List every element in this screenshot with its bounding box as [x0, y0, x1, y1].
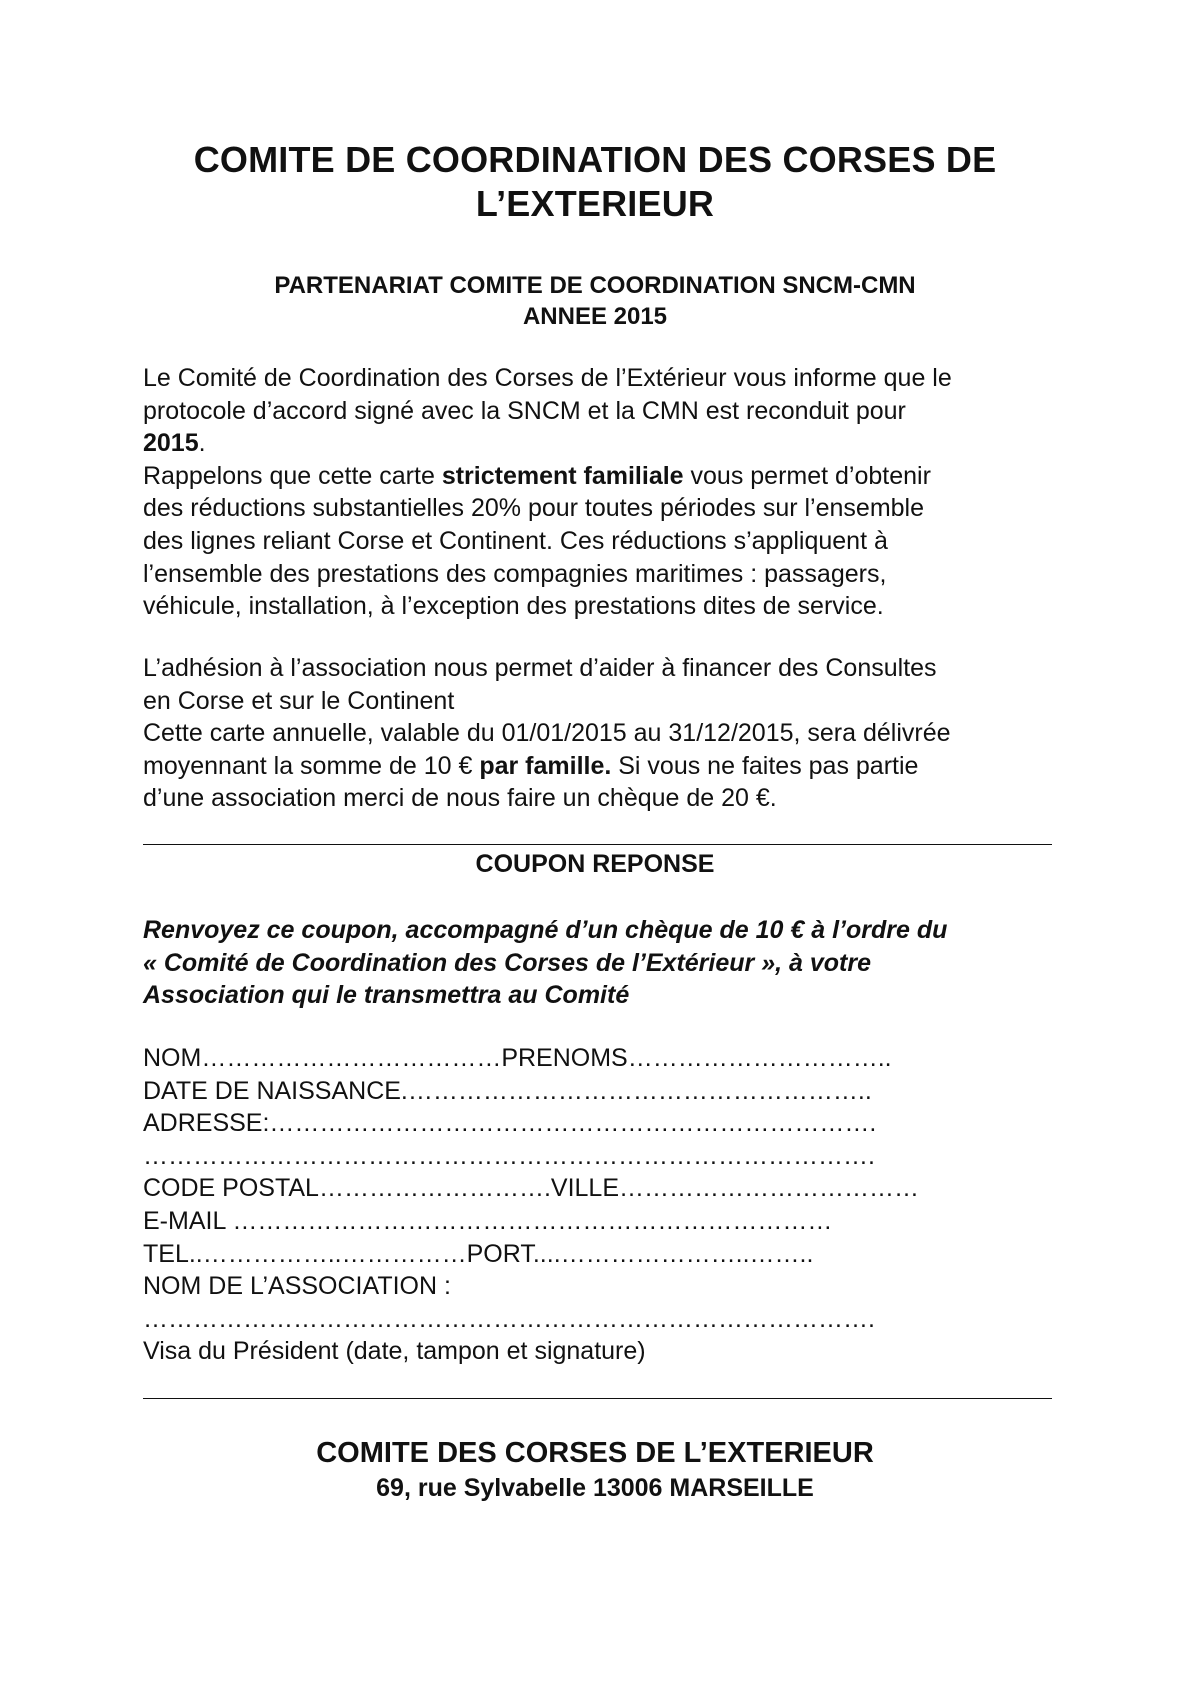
footer: [0, 1434, 1190, 1504]
coupon-instructions: [143, 914, 1063, 1012]
membership-line: Cette carte annuelle, valable du 01/01/2015 au 31/12/2015, sera délivrée: [143, 719, 951, 748]
code-postal-ville-field: CODE POSTAL……………………….VILLE………………………………: [143, 1174, 920, 1203]
family-emphasis: strictement familiale: [441, 461, 684, 490]
instructions-line: Association qui le transmettra au Comité: [143, 981, 630, 1010]
membership-line: en Corse et sur le Continent: [143, 686, 455, 715]
intro-period: .: [198, 429, 206, 458]
coupon-cut-line-top: [143, 844, 1052, 845]
intro-line: des lignes reliant Corse et Continent. Ces réductions s’appliquent à: [143, 526, 888, 555]
date-naissance-field: DATE DE NAISSANCE.………………………………………………..: [143, 1076, 872, 1105]
intro-line: Le Comité de Coordination des Corses de l’Extérieur vous informe que le: [143, 364, 952, 392]
document-title: [0, 138, 1190, 226]
intro-text: vous permet d’obtenir: [683, 461, 931, 490]
footer-organization-name: COMITE DES CORSES DE L’EXTERIEUR: [316, 1437, 874, 1469]
membership-text: Si vous ne faites pas partie: [611, 751, 919, 780]
membership-line: [143, 750, 1063, 783]
subtitle-line-1: PARTENARIAT COMITE DE COORDINATION SNCM-CMN: [274, 272, 916, 299]
title-line-1: COMITE DE COORDINATION DES CORSES DE: [193, 139, 997, 180]
nom-prenoms-field: NOM………………………………PRENOMS…………………………..: [143, 1044, 892, 1072]
nom-association-field: …………………………………………………………………………….: [143, 1304, 875, 1333]
coupon-cut-line-bottom: [143, 1398, 1052, 1399]
footer-address: 69, rue Sylvabelle 13006 MARSEILLE: [376, 1474, 814, 1502]
intro-line: [143, 427, 1063, 460]
adresse-field: ADRESSE:……………………………………………………………….: [143, 1109, 877, 1138]
intro-line: véhicule, installation, à l’exception des prestations dites de service.: [143, 592, 884, 621]
visa-president-label: Visa du Président (date, tampon et signature): [143, 1337, 646, 1366]
intro-line: des réductions substantielles 20% pour toutes périodes sur l’ensemble: [143, 494, 925, 523]
adresse-continued-field: …………………………………………………………………………….: [143, 1141, 875, 1170]
intro-text: Rappelons que cette carte: [143, 461, 442, 490]
intro-line: [143, 460, 1063, 493]
membership-text: moyennant la somme de 10 €: [143, 751, 480, 780]
intro-line: l’ensemble des prestations des compagnies maritimes : passagers,: [143, 559, 887, 588]
tel-port-field: TEL..……………..……………PORT....…………………..……..: [143, 1239, 814, 1268]
email-field: E-MAIL ………………………………………………………………: [143, 1206, 833, 1235]
instructions-line: « Comité de Coordination des Corses de l’Extérieur », à votre: [143, 948, 871, 977]
per-family-emphasis: par famille.: [479, 751, 612, 780]
coupon-form: [143, 1042, 1073, 1368]
instructions-line: Renvoyez ce coupon, accompagné d’un chèque de 10 € à l’ordre du: [143, 916, 948, 944]
intro-paragraph: [143, 362, 1063, 623]
coupon-heading: COUPON REPONSE: [475, 850, 715, 878]
nom-association-label: NOM DE L’ASSOCIATION :: [143, 1272, 451, 1301]
subtitle-line-2: ANNEE 2015: [522, 303, 668, 330]
membership-line: d’une association merci de nous faire un chèque de 20 €.: [143, 784, 777, 813]
membership-paragraph: [143, 652, 1063, 815]
document-subtitle: [0, 270, 1190, 332]
title-line-2: L’EXTERIEUR: [475, 183, 715, 224]
year-emphasis: 2015: [143, 429, 199, 458]
intro-line: protocole d’accord signé avec la SNCM et la CMN est reconduit pour: [143, 396, 906, 425]
membership-line: L’adhésion à l’association nous permet d’aider à financer des Consultes: [143, 654, 937, 682]
